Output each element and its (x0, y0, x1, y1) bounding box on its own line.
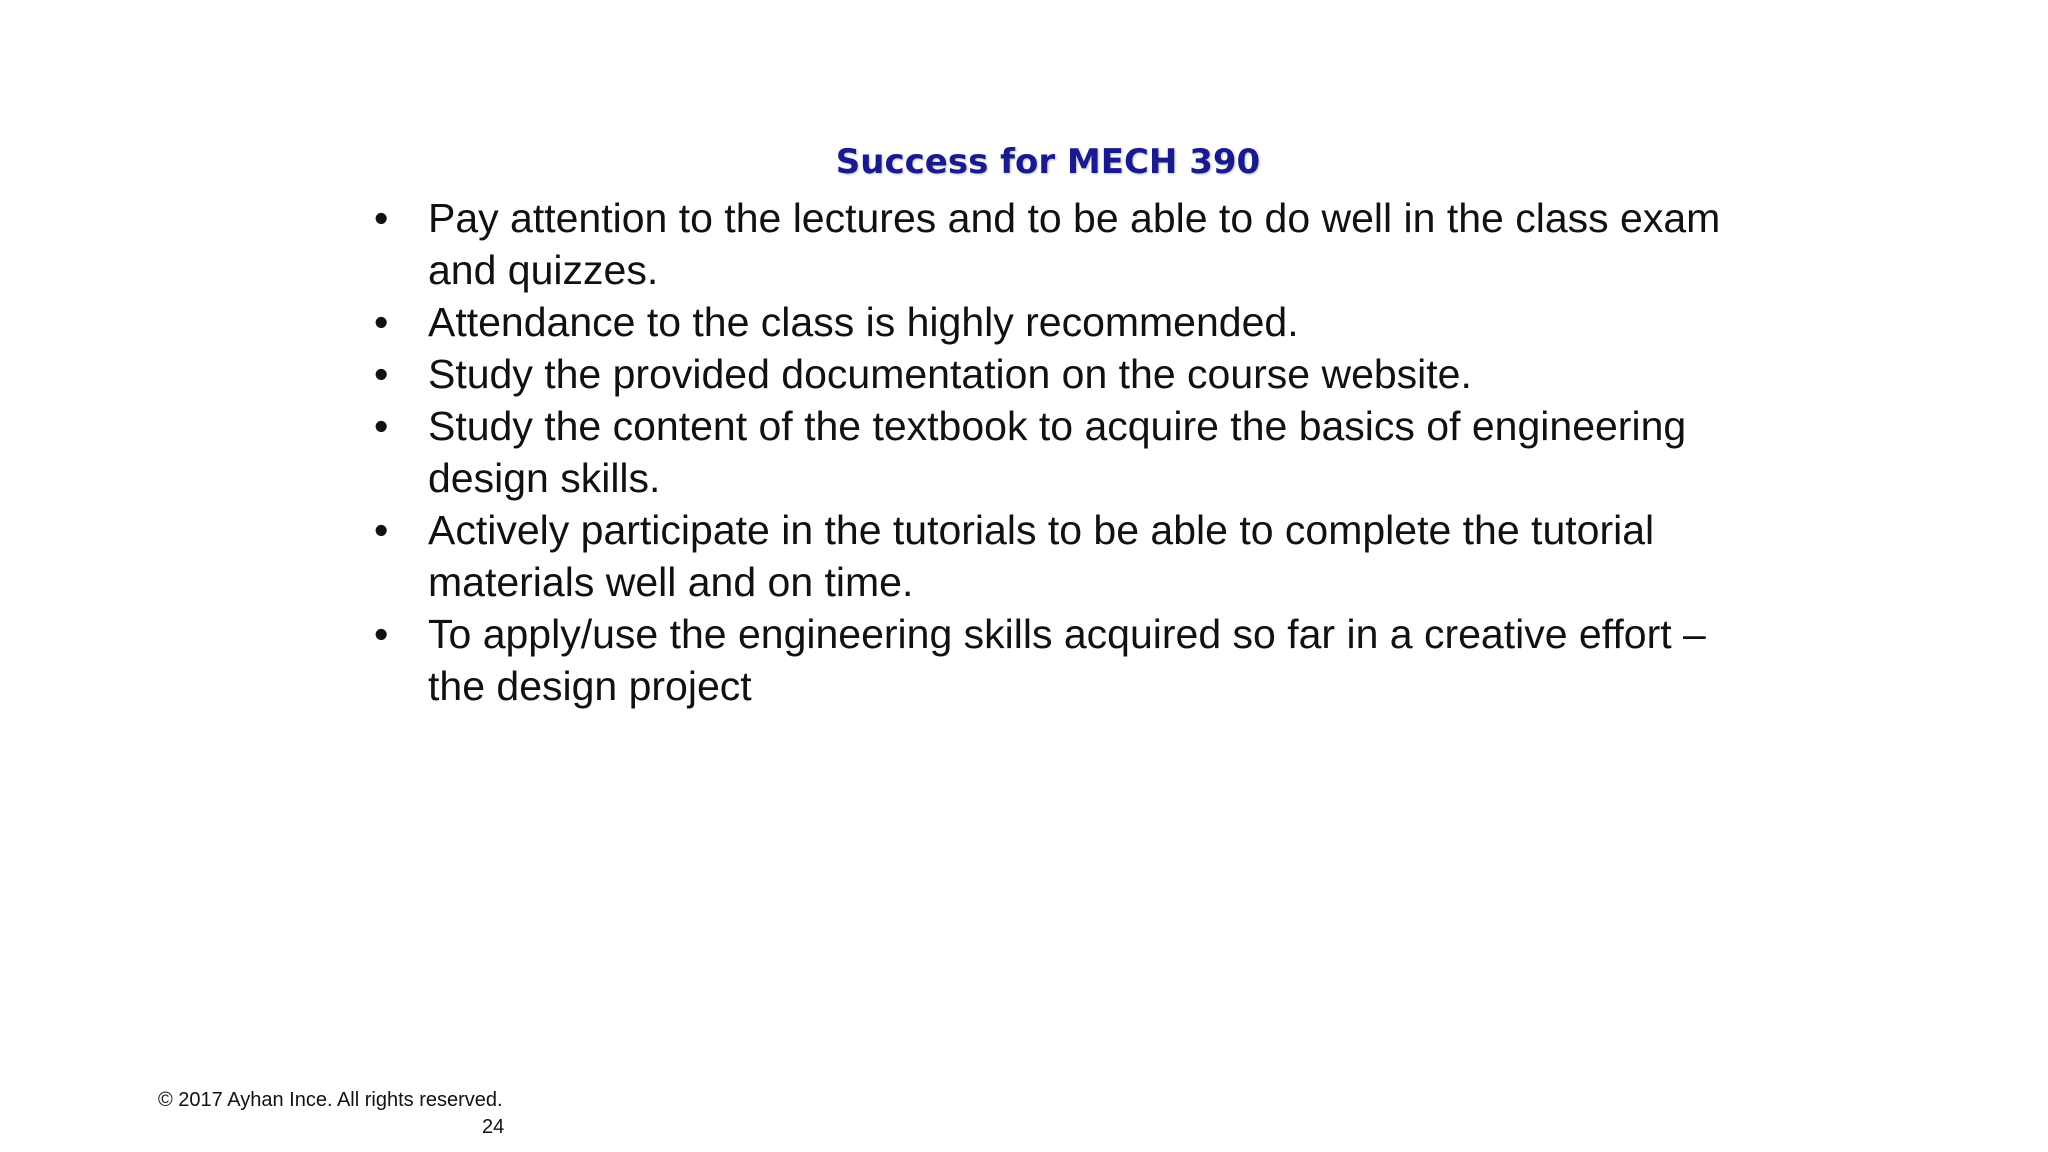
bullet-dot: • (374, 195, 389, 241)
bullet-item (374, 192, 1754, 296)
bullet-dot: • (374, 351, 389, 397)
slide-title: Success for MECH 390 (835, 142, 1261, 182)
bullet-dot: • (374, 299, 389, 345)
bullet-text: Study the content of the textbook to acquire the basics of engineering design skills. (428, 403, 1687, 501)
bullet-text: Pay attention to the lectures and to be able to do well in the class exam and quizzes. (428, 195, 1721, 293)
page-number: 24 (482, 1116, 505, 1138)
bullet-text: Study the provided documentation on the course website. (428, 351, 1472, 397)
bullet-item (374, 348, 1754, 400)
bullet-list (374, 192, 1754, 712)
footer-copyright: © 2017 Ayhan Ince. All rights reserved. (158, 1089, 503, 1111)
bullet-item (374, 296, 1754, 348)
bullet-text: Actively participate in the tutorials to be able to complete the tutorial materials well and on time. (428, 507, 1655, 605)
bullet-item (374, 504, 1754, 608)
bullet-text: To apply/use the engineering skills acquired so far in a creative effort –the design project (428, 611, 1706, 709)
bullet-item (374, 608, 1754, 712)
bullet-dot: • (374, 611, 389, 657)
bullet-dot: • (374, 507, 389, 553)
bullet-item (374, 400, 1754, 504)
bullet-text: Attendance to the class is highly recommended. (428, 299, 1299, 345)
bullet-dot: • (374, 403, 389, 449)
